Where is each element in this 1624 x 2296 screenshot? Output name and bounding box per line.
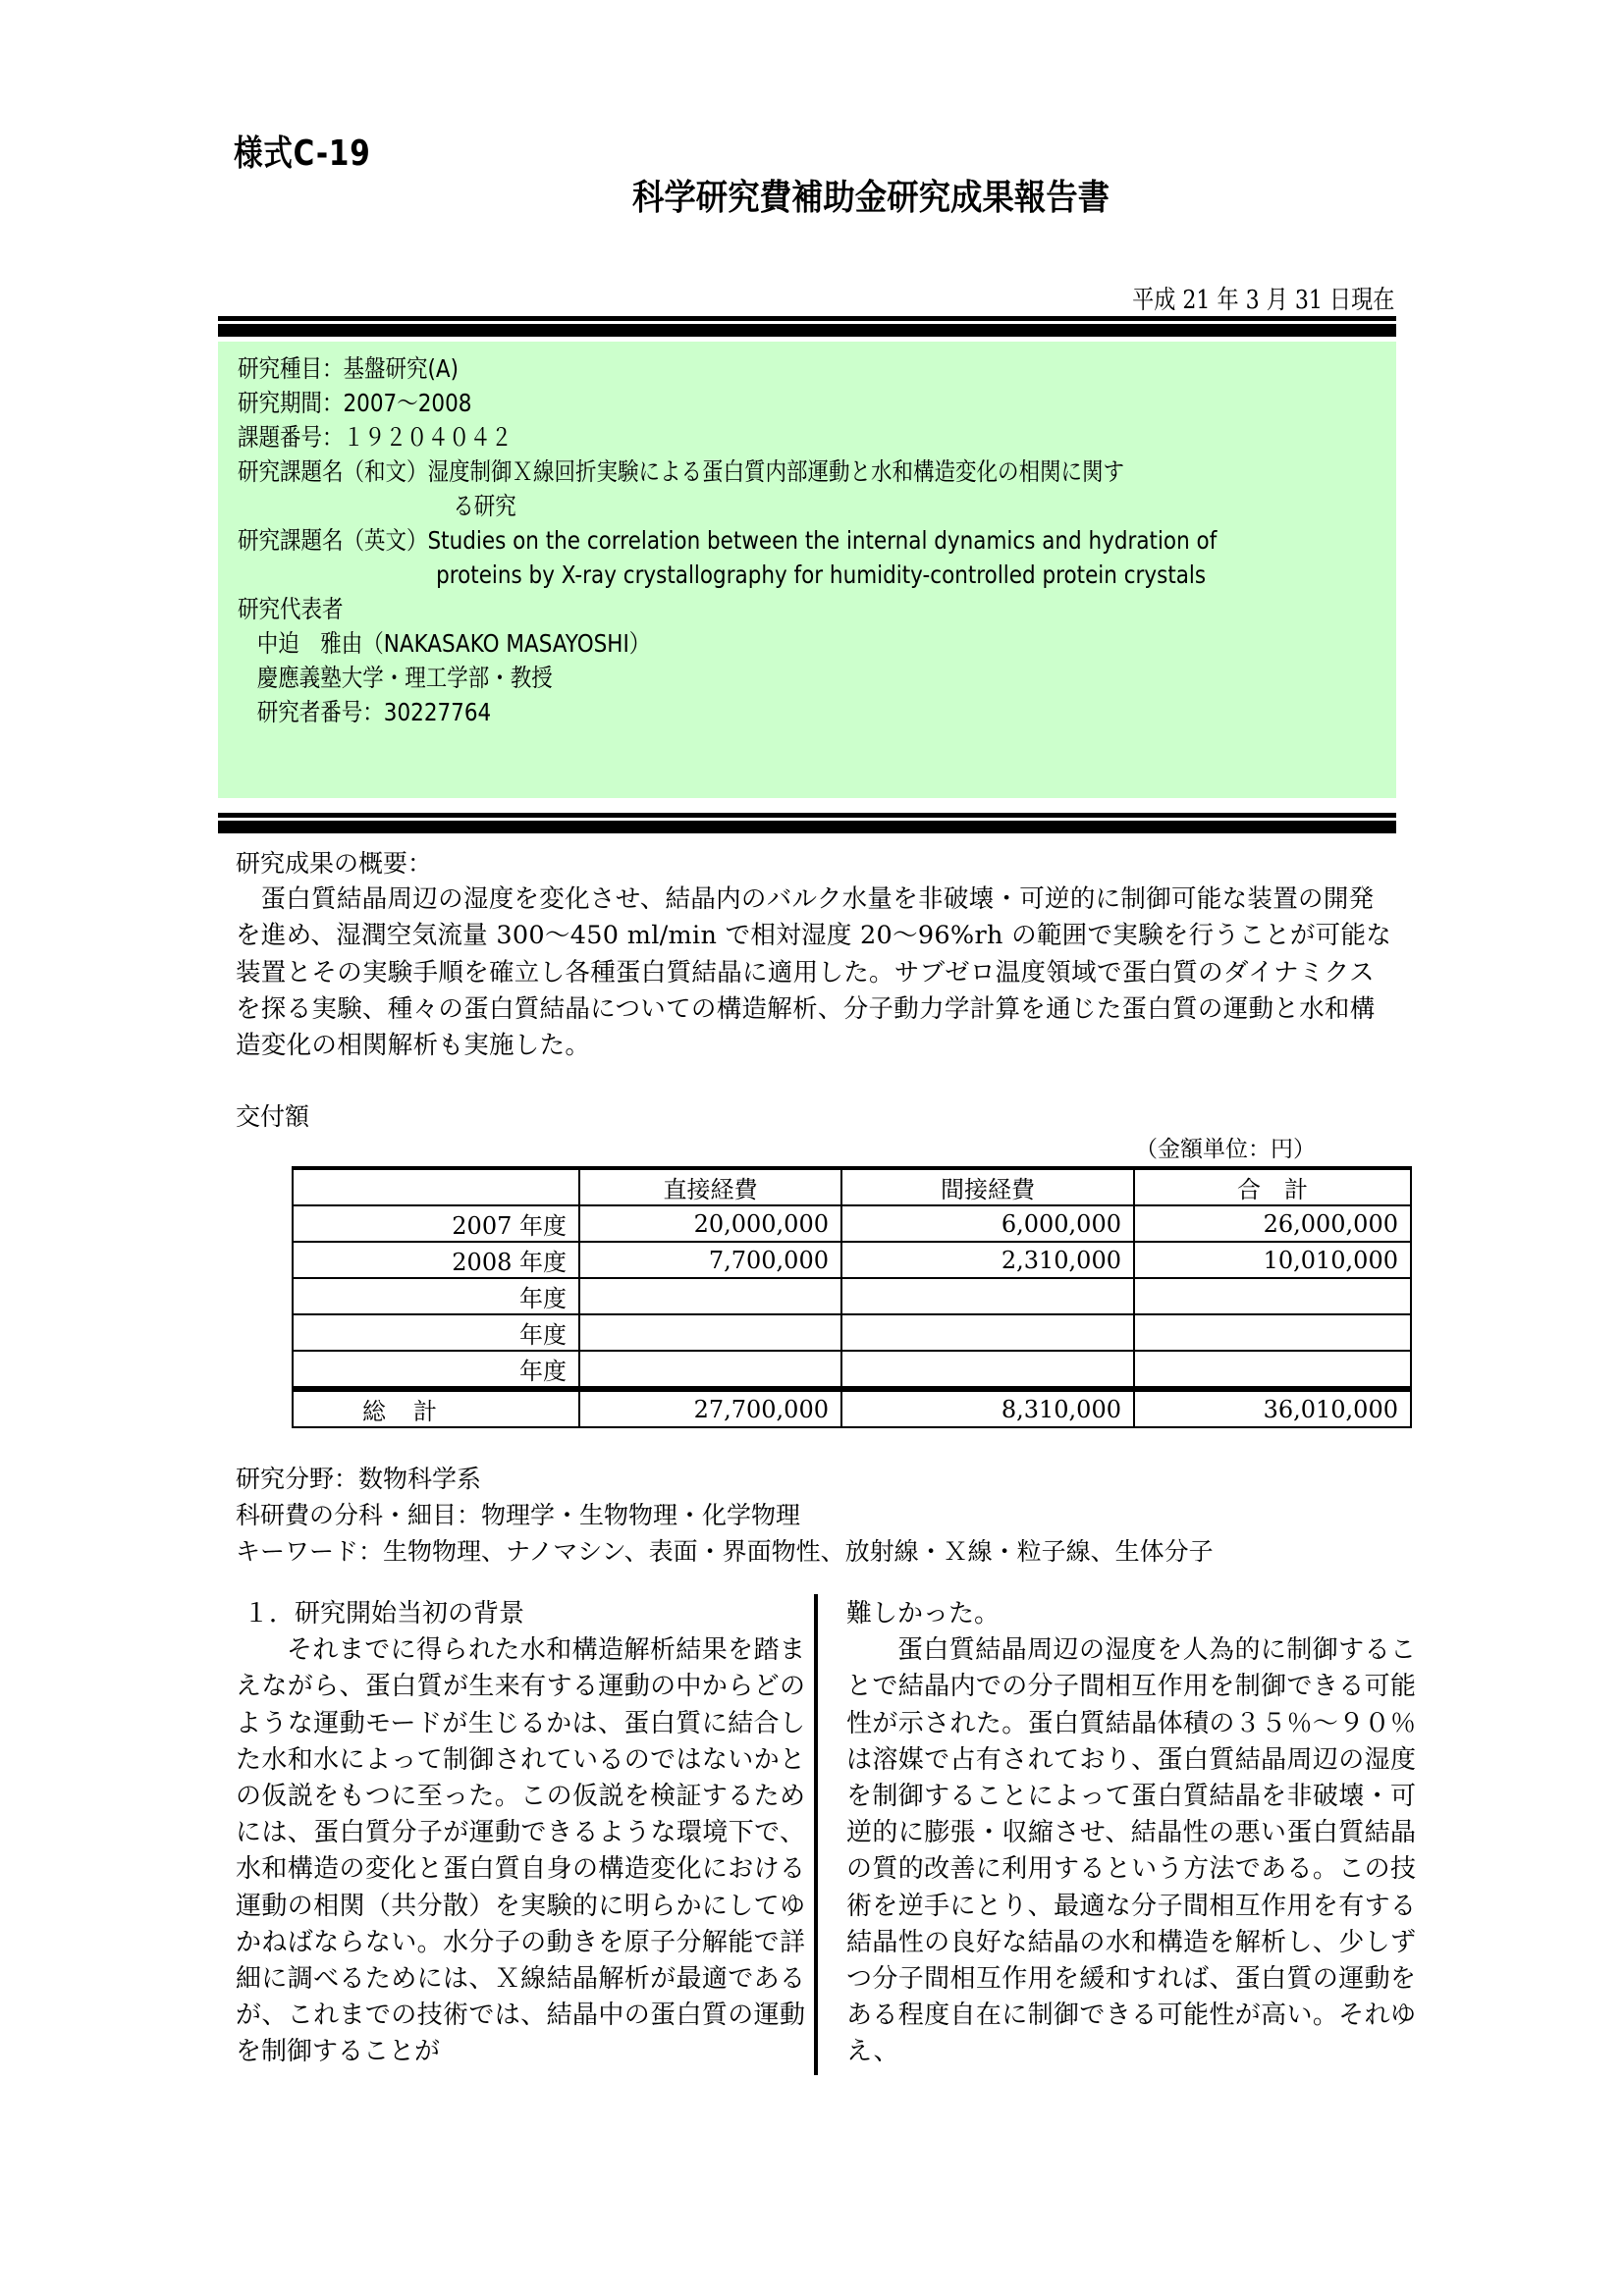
total-cell: 26,000,000 — [1134, 1205, 1411, 1242]
total-cell: 10,010,000 — [1134, 1242, 1411, 1278]
header-cell-blank — [293, 1168, 579, 1205]
section-1-paragraph-2: 蛋白質結晶周辺の湿度を人為的に制御することで結晶内での分子間相互作用を制御できる可能性が示された。蛋白質結晶体積の３５％～９０％は溶媒で占有されており、蛋白質結晶周辺の湿度を制御することによって蛋白質結晶を非破壊・可逆的に膨張・収縮させ、結晶性の悪い蛋白質結晶の質的改善に利用するという方法である。この技術を逆手にとり、最適な分子間相互作用を有する結晶性の良好な結晶の水和構造を解析し、少しずつ分子間相互作用を緩和すれば、蛋白質の運動をある程度自在に制御できる可能性が高い。それゆえ、 — [846, 1635, 1416, 2067]
grand-total: 36,010,000 — [1134, 1389, 1411, 1427]
header-double-rule — [218, 316, 1396, 337]
table-row — [293, 1242, 1411, 1278]
header-cell-total: 合 計 — [1134, 1168, 1411, 1205]
header-cell-direct: 直接経費 — [579, 1168, 841, 1205]
project-number: 課題番号：１９２０４０４２ — [238, 423, 513, 452]
direct-cell — [579, 1314, 841, 1351]
direct-cell: 20,000,000 — [579, 1205, 841, 1242]
year-cell: 2007 年度 — [293, 1205, 579, 1242]
research-period: 研究期間：2007～2008 — [238, 389, 472, 417]
currency-unit: （金額単位：円） — [1135, 1137, 1316, 1162]
total-cell — [1134, 1351, 1411, 1389]
representative-label: 研究代表者 — [238, 595, 344, 623]
representative-name: 中迫 雅由（NAKASAKO MASAYOSHI） — [256, 629, 651, 658]
section-1-paragraph-1-continued: 難しかった。 — [846, 1599, 1001, 1629]
field-info — [236, 1461, 1214, 1570]
research-field: 研究分野：数物科学系 — [236, 1465, 482, 1493]
indirect-cell: 2,310,000 — [841, 1242, 1134, 1278]
total-direct: 27,700,000 — [579, 1389, 841, 1427]
total-row — [293, 1389, 1411, 1427]
document-title — [0, 170, 1624, 220]
project-title-ja-label: 研究課題名（和文） — [238, 457, 428, 486]
project-title-en-line1: Studies on the correlation between the internal dynamics and hydration of — [427, 526, 1218, 555]
year-cell: 年度 — [293, 1278, 579, 1314]
indirect-cell — [841, 1351, 1134, 1389]
project-title-en-label: 研究課題名（英文） — [238, 526, 428, 555]
indirect-cell: 6,000,000 — [841, 1205, 1134, 1242]
affiliation: 慶應義塾大学・理工学部・教授 — [256, 664, 553, 692]
info-double-rule — [218, 813, 1396, 833]
column-divider — [814, 1594, 818, 2075]
indirect-cell — [841, 1278, 1134, 1314]
section-1-paragraph-1: それまでに得られた水和構造解析結果を踏まえながら、蛋白質が生来有する運動の中からどのような運動モードが生じるかは、蛋白質に結合した水和水によって制御されているのではないかとの仮説をもつに至った。この仮説を検証するためには、蛋白質分子が運動できるような環境下で、水和構造の変化と蛋白質自身の構造変化における運動の相関（共分散）を実験的に明らかにしてゆかねばならない。水分子の動きを原子分解能で詳細に調べるためには、Ｘ線結晶解析が最適であるが、これまでの技術では、結晶中の蛋白質の運動を制御することが — [236, 1635, 805, 2067]
total-cell — [1134, 1278, 1411, 1314]
section-1-heading: １．研究開始当初の背景 — [244, 1599, 525, 1629]
project-title-ja-line2: る研究 — [453, 492, 516, 520]
table-row — [293, 1205, 1411, 1242]
direct-cell — [579, 1278, 841, 1314]
body-column-left — [236, 1596, 805, 2071]
table-row — [293, 1278, 1411, 1314]
header-cell-indirect: 間接経費 — [841, 1168, 1134, 1205]
project-title-ja-line1: 湿度制御Ｘ線回折実験による蛋白質内部運動と水和構造変化の相関に関す — [427, 457, 1125, 486]
form-code: 様式C-19 — [234, 133, 371, 174]
summary-heading: 研究成果の概要： — [236, 849, 433, 878]
total-label: 総計 — [293, 1389, 579, 1427]
grant-table-header — [293, 1168, 1411, 1205]
keywords: キーワード：生物物理、ナノマシン、表面・界面物性、放射線・Ｘ線・粒子線、生体分子 — [236, 1537, 1214, 1566]
year-cell: 2008 年度 — [293, 1242, 579, 1278]
direct-cell: 7,700,000 — [579, 1242, 841, 1278]
table-row — [293, 1314, 1411, 1351]
indirect-cell — [841, 1314, 1134, 1351]
total-cell — [1134, 1314, 1411, 1351]
body-column-right — [846, 1596, 1416, 2071]
project-title-en-line2: proteins by X-ray crystallography for humidity-controlled protein crystals — [436, 561, 1207, 589]
grant-table — [292, 1166, 1412, 1428]
total-indirect: 8,310,000 — [841, 1389, 1134, 1427]
project-title-en — [238, 523, 1234, 592]
researcher-number: 研究者番号：30227764 — [256, 698, 492, 726]
research-category: 研究種目：基盤研究(A) — [238, 354, 459, 383]
year-cell: 年度 — [293, 1314, 579, 1351]
as-of-date: 平成 21 年 3 月 31 日現在 — [1131, 286, 1394, 315]
project-info-box — [218, 342, 1396, 798]
project-title-ja — [238, 454, 1234, 523]
summary-section — [236, 846, 1394, 1064]
subject-classification: 科研費の分科・細目：物理学・生物物理・化学物理 — [236, 1501, 801, 1529]
year-cell: 年度 — [293, 1351, 579, 1389]
grant-label: 交付額 — [236, 1102, 310, 1131]
table-row — [293, 1351, 1411, 1389]
document-title-text: 科学研究費補助金研究成果報告書 — [631, 178, 1110, 218]
direct-cell — [579, 1351, 841, 1389]
summary-body: 蛋白質結晶周辺の湿度を変化させ、結晶内のバルク水量を非破壊・可逆的に制御可能な装置の開発を進め、湿潤空気流量 300～450 ml/min で相対湿度 20～96%rh の範囲で実験を行うことが可能な装置とその実験手順を確立し各種蛋白質結晶に適用した。サブゼロ温度領域で蛋白質のダイナミクスを探る実験、種々の蛋白質結晶についての構造解析、分子動力学計算を通じた蛋白質の運動と水和構造変化の相関解析も実施した。 — [236, 884, 1392, 1061]
